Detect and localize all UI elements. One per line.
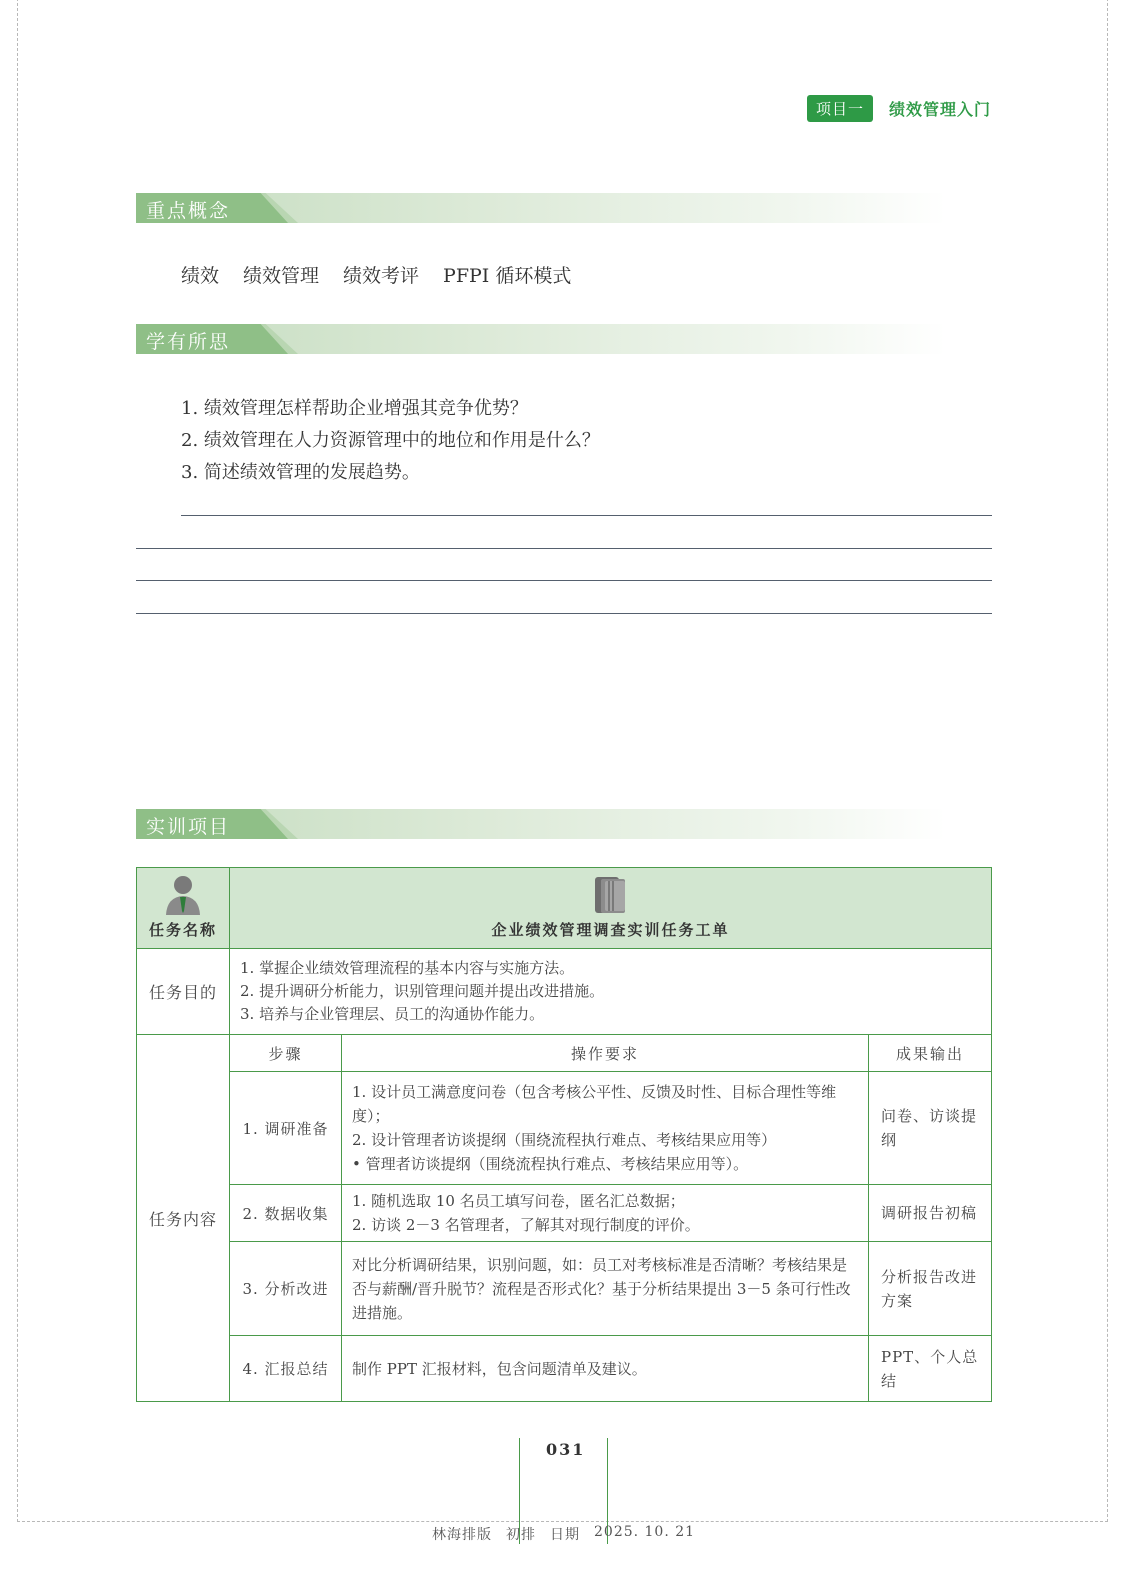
concept-item: 绩效考评: [343, 265, 420, 287]
step-cell: 4. 汇报总结: [230, 1336, 342, 1402]
purpose-item: 1. 掌握企业绩效管理流程的基本内容与实施方法。: [240, 959, 575, 977]
task-table: [136, 867, 992, 1402]
req-item: • 管理者访谈提纲（围绕流程执行难点、考核结果应用等）。: [352, 1155, 749, 1173]
meta-item: 2025. 10. 21: [594, 1524, 696, 1540]
req-item: 1. 随机选取 10 名员工填写问卷，匿名汇总数据；: [352, 1192, 685, 1210]
table-row: [137, 1242, 992, 1336]
req-cell: [342, 1185, 869, 1242]
section-header-training: [136, 809, 946, 839]
task-title: 企业绩效管理调查实训任务工单: [491, 921, 730, 939]
req-cell: [342, 1072, 869, 1185]
question-item: 2. 绩效管理在人力资源管理中的地位和作用是什么？: [181, 430, 600, 451]
project-badge: 项目一: [807, 95, 873, 122]
binder-icon: [593, 875, 629, 915]
running-header: [807, 95, 991, 122]
answer-line: [181, 515, 992, 516]
concept-item: 绩效管理: [243, 265, 320, 287]
meta-item: 林海排版: [432, 1527, 492, 1543]
col-out-header: 成果输出: [869, 1035, 992, 1072]
person-icon: [163, 875, 203, 915]
table-row: [137, 1185, 992, 1242]
task-title-cell: [230, 868, 992, 949]
col-req-header: 操作要求: [342, 1035, 869, 1072]
table-row: [137, 1336, 992, 1402]
page-number: 031: [546, 1440, 586, 1459]
answer-line: [136, 548, 992, 549]
print-meta: [432, 1524, 695, 1544]
answer-line: [136, 613, 992, 614]
meta-item: 初排: [506, 1527, 536, 1543]
question-list: [181, 393, 600, 489]
question-item: 3. 简述绩效管理的发展趋势。: [181, 462, 420, 483]
col-step-header: 步骤: [230, 1035, 342, 1072]
req-item: 1. 设计员工满意度问卷（包含考核公平性、反馈及时性、目标合理性等维度）；: [352, 1083, 837, 1125]
purpose-label: 任务目的: [137, 949, 230, 1035]
output-cell: 问卷、访谈提纲: [869, 1072, 992, 1185]
concept-item: PFPI 循环模式: [443, 265, 572, 287]
content-label: 任务内容: [137, 1035, 230, 1402]
section-header-reflect: [136, 324, 946, 354]
output-cell: 分析报告改进方案: [869, 1242, 992, 1336]
req-item: 2. 访谈 2－3 名管理者，了解其对现行制度的评价。: [352, 1216, 700, 1234]
question-item: 1. 绩效管理怎样帮助企业增强其竞争优势？: [181, 398, 528, 419]
section-header-concepts: [136, 193, 946, 223]
req-item: 制作 PPT 汇报材料，包含问题清单及建议。: [352, 1359, 647, 1378]
req-item: 对比分析调研结果，识别问题，如：员工对考核标准是否清晰？考核结果是否与薪酬/晋升脱节？流程是否形式化？基于分析结果提出 3－5 条可行性改进措施。: [352, 1255, 851, 1322]
task-name-label: 任务名称: [148, 921, 217, 939]
section-title: 重点概念: [146, 200, 231, 222]
task-name-cell: [137, 868, 230, 949]
purpose-item: 3. 培养与企业管理层、员工的沟通协作能力。: [240, 1005, 545, 1023]
purpose-cell: [230, 949, 992, 1035]
step-cell: 3. 分析改进: [230, 1242, 342, 1336]
output-cell: PPT、个人总结: [869, 1336, 992, 1402]
step-cell: 1. 调研准备: [230, 1072, 342, 1185]
answer-line: [136, 580, 992, 581]
section-title: 学有所思: [146, 331, 231, 353]
req-cell: [342, 1242, 869, 1336]
req-cell: [342, 1336, 869, 1402]
step-cell: 2. 数据收集: [230, 1185, 342, 1242]
section-title: 实训项目: [146, 816, 231, 838]
chapter-title: 绩效管理入门: [888, 100, 991, 119]
req-item: 2. 设计管理者访谈提纲（围绕流程执行难点、考核结果应用等）: [352, 1131, 777, 1149]
meta-item: 日期: [550, 1527, 580, 1543]
purpose-item: 2. 提升调研分析能力，识别管理问题并提出改进措施。: [240, 982, 605, 1000]
output-cell: 调研报告初稿: [869, 1185, 992, 1242]
table-row: [137, 1072, 992, 1185]
concept-list: [181, 261, 571, 288]
concept-item: 绩效: [181, 265, 220, 287]
